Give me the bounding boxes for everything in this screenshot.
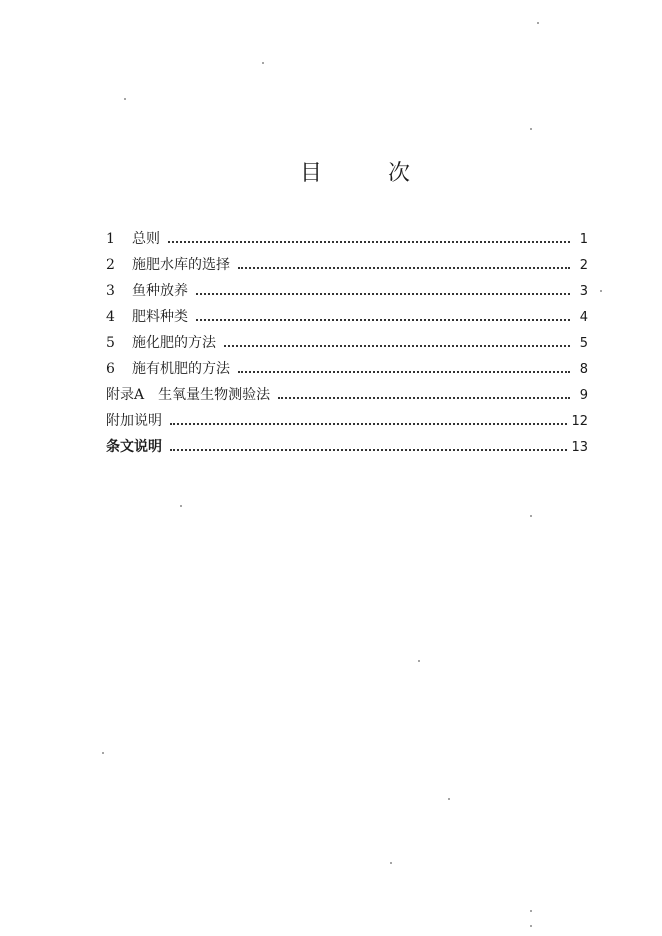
toc-entry-number: 4 [106,309,115,325]
toc-entry-number: 5 [106,335,115,351]
toc-entry-label: 施有机肥的方法 [132,361,230,377]
toc-entry-page: 1 [579,232,588,247]
toc-entry-number: 2 [106,257,115,273]
toc-entry[interactable] [106,306,588,332]
leader-dots [278,387,570,399]
toc-entry-page: 12 [571,414,588,429]
toc-entry[interactable] [106,228,588,254]
toc-title [300,156,410,187]
toc-entry-page: 4 [579,310,588,325]
toc-entry-number: 6 [106,361,115,377]
toc-entry-page: 8 [579,362,588,377]
toc-entry-label: 施肥水库的选择 [132,257,230,273]
toc-title-char-1: 目 [300,161,323,186]
toc-entry-page: 3 [579,284,588,299]
toc-entry[interactable] [106,254,588,280]
toc-entry-label: 施化肥的方法 [132,335,216,351]
toc-entry[interactable] [106,436,588,462]
leader-dots [196,283,570,295]
toc-entry-page: 13 [571,440,588,455]
toc-entry-page: 5 [579,336,588,351]
table-of-contents [106,228,588,462]
leader-dots [168,231,570,243]
toc-entry-label: 鱼种放养 [132,283,188,299]
leader-dots [170,413,567,425]
leader-dots [238,361,570,373]
toc-entry[interactable] [106,358,588,384]
toc-entry[interactable] [106,332,588,358]
toc-entry-number: 3 [106,283,115,299]
toc-entry-label: 肥料种类 [132,309,188,325]
toc-entry-label: 条文说明 [106,439,162,455]
toc-entry[interactable] [106,410,588,436]
leader-dots [238,257,570,269]
toc-entry-label: 附录A 生氧量生物测验法 [106,387,271,403]
toc-entry[interactable] [106,280,588,306]
toc-entry-page: 2 [579,258,588,273]
toc-entry-page: 9 [579,388,588,403]
toc-title-char-2: 次 [387,161,410,186]
leader-dots [224,335,570,347]
toc-entry-label: 总则 [132,231,160,247]
toc-entry[interactable] [106,384,588,410]
leader-dots [170,439,567,451]
toc-entry-number: 1 [106,231,115,247]
leader-dots [196,309,570,321]
toc-entry-label: 附加说明 [106,413,162,429]
